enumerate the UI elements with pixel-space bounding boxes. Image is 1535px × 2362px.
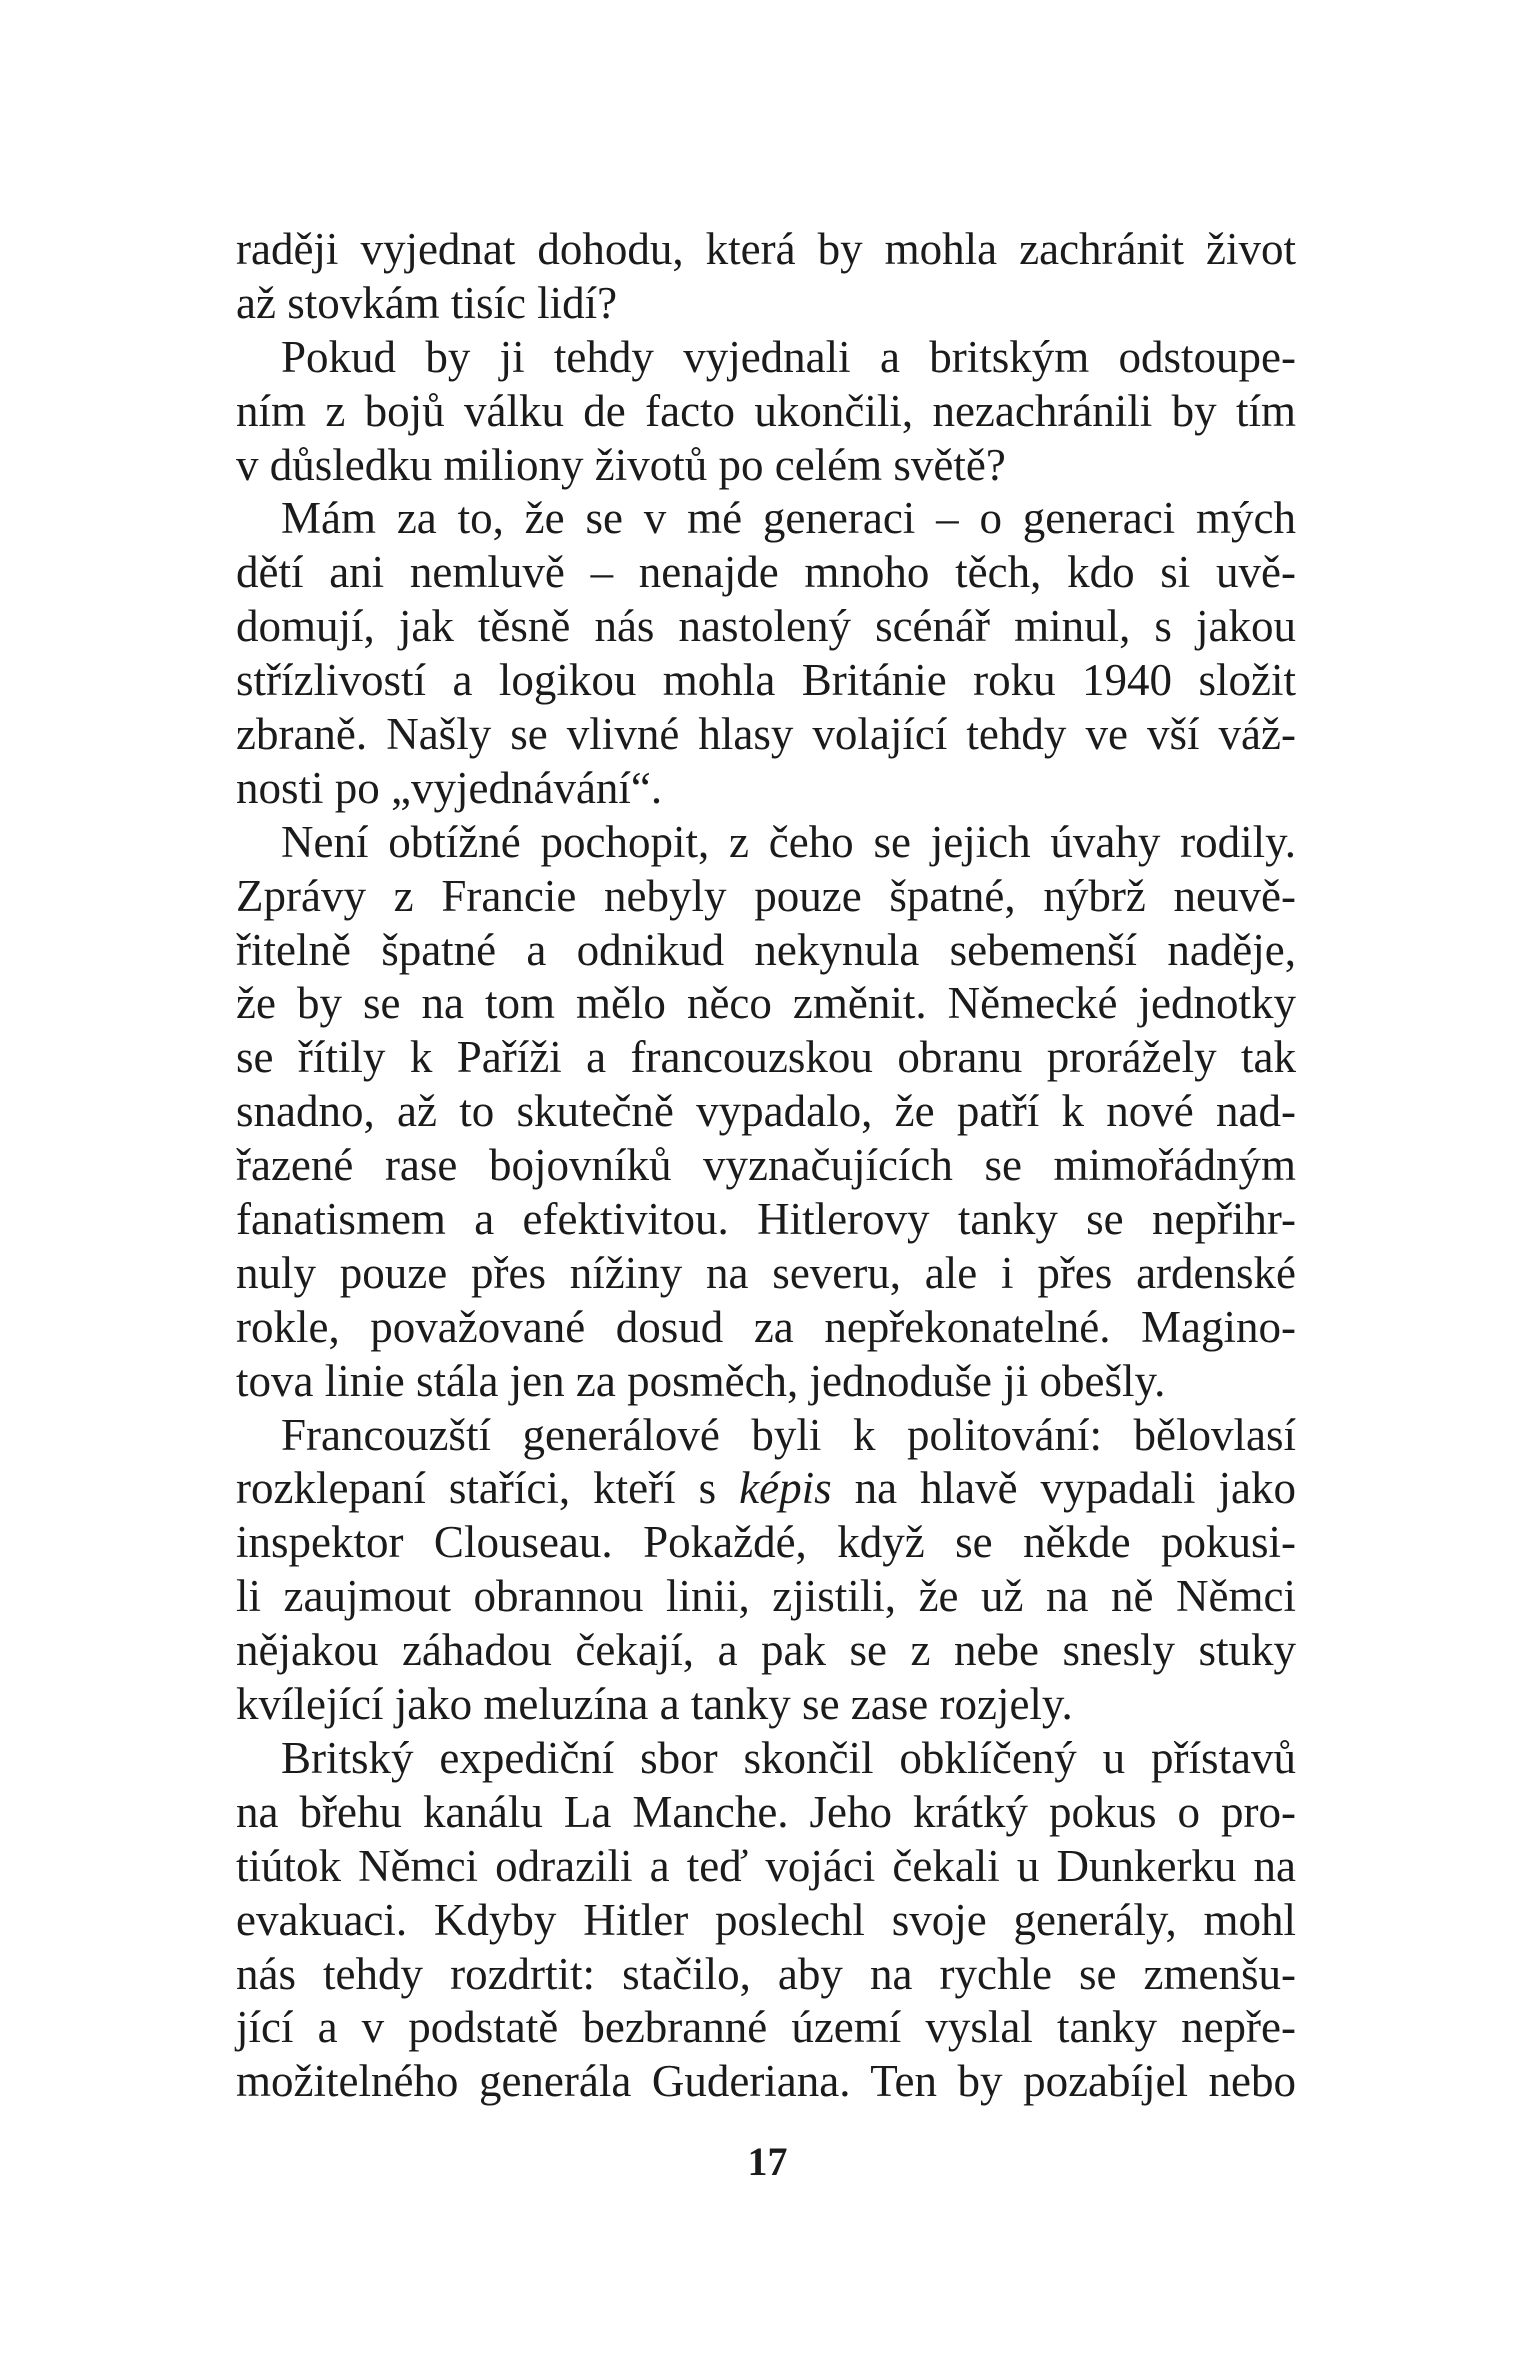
paragraph [236,816,1296,1409]
text-line: snadno, až to skutečně vypadalo, že patří k nové nad- [236,1086,1296,1137]
text-line: možitelného generála Guderiana. Ten by pozabíjel nebo [236,2056,1296,2107]
text-line: li zaujmout obrannou linii, zjistili, že už na ně Němci [236,1571,1296,1622]
text-line: Zprávy z Francie nebyly pouze špatné, nýbrž neuvě- [236,870,1296,921]
text-line: evakuaci. Kdyby Hitler poslechl svoje generály, mohl [236,1894,1296,1945]
text-line: zbraně. Našly se vlivné hlasy volající tehdy ve vší váž- [236,709,1296,760]
paragraph [236,492,1296,815]
text-line: řitelně špatné a odnikud nekynula sebemenší naděje, [236,924,1296,975]
text-line: nějakou záhadou čekají, a pak se z nebe snesly stuky [236,1625,1296,1676]
paragraph [236,223,1296,331]
text-line: ním z bojů válku de facto ukončili, nezachránili by tím [236,385,1296,436]
text-line: tiútok Němci odrazili a teď vojáci čekali u Dunkerku na [236,1840,1296,1891]
text-line: v důsledku miliony životů po celém světě? [236,439,1006,490]
text-line: nuly pouze přes nížiny na severu, ale i přes ardenské [236,1247,1296,1298]
text-line: Britský expediční sbor skončil obklíčený u přístavů [281,1732,1296,1783]
text-line: inspektor Clouseau. Pokaždé, když se někde pokusi- [236,1517,1296,1568]
text-line: nosti po „vyjednávání“. [236,762,663,813]
paragraph [236,1409,1296,1732]
text-line: na břehu kanálu La Manche. Jeho krátký pokus o pro- [236,1786,1296,1837]
text-line: Není obtížné pochopit, z čeho se jejich úvahy rodily. [281,816,1296,867]
italic-term: képis [739,1463,832,1514]
text-line: nás tehdy rozdrtit: stačilo, aby na rychle se zmenšu- [236,1948,1296,1999]
text-line: střízlivostí a logikou mohla Británie roku 1940 složit [236,655,1296,706]
paragraph [236,1732,1296,2109]
text-line: Pokud by ji tehdy vyjednali a britským odstoupe- [281,331,1296,382]
paragraph [236,331,1296,493]
text-line: fanatismem a efektivitou. Hitlerovy tanky se nepřihr- [236,1194,1296,1245]
text-line: se řítily k Paříži a francouzskou obranu prorážely tak [236,1032,1296,1083]
text-line: domují, jak těsně nás nastolený scénář minul, s jakou [236,601,1296,652]
body-text [236,223,1296,2109]
text-line: jící a v podstatě bezbranné území vyslal tanky nepře- [236,2002,1296,2053]
text-line: rokle, považované dosud za nepřekonatelné. Magino- [236,1301,1296,1352]
text-line: řazené rase bojovníků vyznačujících se mimořádným [236,1140,1296,1191]
text-line: dětí ani nemluvě – nenajde mnoho těch, kdo si uvě- [236,547,1296,598]
text-line: až stovkám tisíc lidí? [236,277,618,328]
page-number: 17 [747,2139,788,2184]
text-line: Mám za to, že se v mé generaci – o generaci mých [281,493,1296,544]
text-line: Francouzští generálové byli k politování: bělovlasí [281,1409,1296,1460]
text-line: tova linie stála jen za posměch, jednoduše ji obešly. [236,1355,1166,1406]
text-line: rozklepaní staříci, kteří s képis na hlavě vypadali jako [236,1463,1296,1514]
text-line: že by se na tom mělo něco změnit. Německé jednotky [236,978,1296,1029]
text-line: kvílející jako meluzína a tanky se zase rozjely. [236,1679,1073,1730]
text-line: raději vyjednat dohodu, která by mohla zachránit život [236,224,1296,274]
